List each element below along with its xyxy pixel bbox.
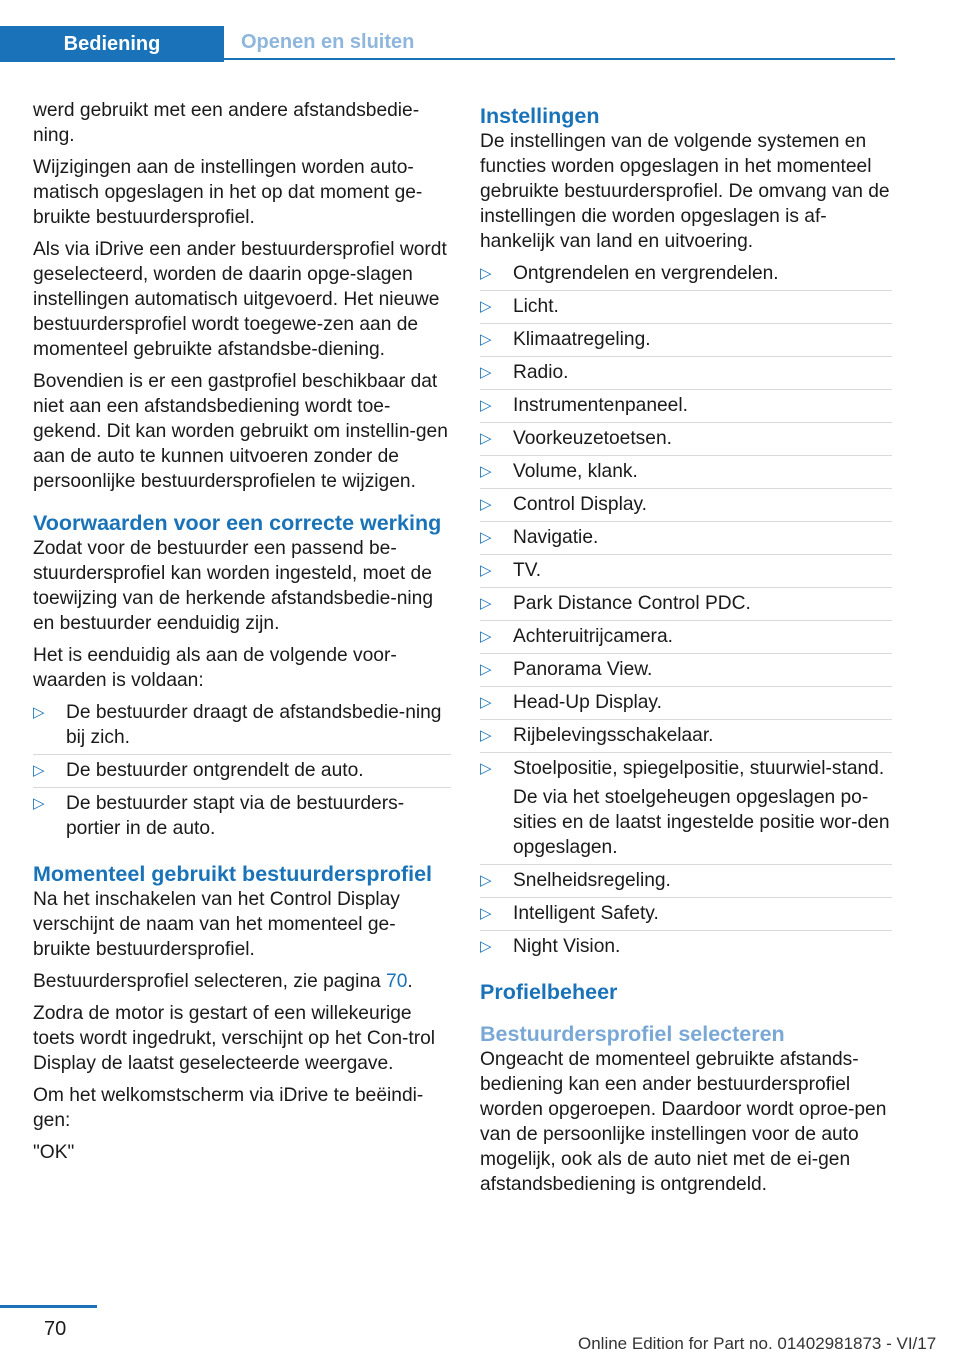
list-item — [480, 525, 892, 555]
list-item — [33, 700, 451, 755]
paragraph: werd gebruikt met een andere afstandsbedie-ning. — [33, 100, 420, 146]
tab-bediening[interactable]: Bediening — [0, 26, 224, 62]
paragraph: De instellingen van de volgende systemen en functies worden opgeslagen in het momenteel gebruikte bestuurdersprofiel. De omvang van de instellingen die worden opgeslagen is af-hankelijk van land en uitvoering. — [480, 131, 890, 252]
right-column — [480, 98, 892, 1204]
list-item — [480, 723, 892, 753]
list-item — [480, 657, 892, 687]
triangle-bullet-icon: ▷ — [480, 364, 492, 381]
triangle-bullet-icon: ▷ — [33, 704, 45, 721]
paragraph: Wijzigingen aan de instellingen worden auto-matisch opgeslagen in het op dat moment ge-bruikte bestuurdersprofiel. — [33, 157, 423, 228]
list-item-text: Park Distance Control PDC. — [513, 593, 751, 614]
heading-settings: Instellingen — [480, 104, 600, 128]
paragraph: Bovendien is er een gastprofiel beschikbaar dat niet aan een afstandsbediening wordt toe-gekend. Dit kan worden gebruikt om instellin-gen aan de auto te kunnen uitvoeren zonder de persoonlijke bestuurdersprofielen te wijzigen. — [33, 371, 448, 492]
list-item-text: Instrumentenpaneel. — [513, 395, 688, 416]
triangle-bullet-icon: ▷ — [480, 463, 492, 480]
left-column — [33, 98, 451, 1172]
list-item — [480, 360, 892, 390]
triangle-bullet-icon: ▷ — [33, 795, 45, 812]
paragraph: Ongeacht de momenteel gebruikte afstands-bediening kan een ander bestuurdersprofiel worden opgeroepen. Daardoor wordt oproe-pen van de persoonlijke instellingen voor de auto mogelijk, ook als de auto niet met de ei-gen afstandsbediening is ontgrendeld. — [480, 1049, 887, 1195]
triangle-bullet-icon: ▷ — [480, 595, 492, 612]
triangle-bullet-icon: ▷ — [480, 529, 492, 546]
conditions-list — [33, 700, 451, 845]
list-item-text: Rijbelevingsschakelaar. — [513, 725, 714, 746]
triangle-bullet-icon: ▷ — [480, 694, 492, 711]
list-item-text: Intelligent Safety. — [513, 903, 659, 924]
triangle-bullet-icon: ▷ — [480, 265, 492, 282]
list-item-text: Control Display. — [513, 494, 648, 515]
tab-openen-en-sluiten[interactable]: Openen en sluiten — [224, 26, 895, 60]
triangle-bullet-icon: ▷ — [480, 938, 492, 955]
list-item-text: Navigatie. — [513, 527, 599, 548]
triangle-bullet-icon: ▷ — [480, 628, 492, 645]
list-item — [480, 591, 892, 621]
paragraph-text: Bestuurdersprofiel selecteren, zie pagina — [33, 971, 387, 992]
list-item — [480, 690, 892, 720]
paragraph: "OK" — [33, 1142, 75, 1163]
list-item — [480, 261, 892, 291]
paragraph: Als via iDrive een ander bestuurdersprofiel wordt geselecteerd, worden de daarin opge-slagen instellingen automatisch uitgevoerd. Het nieuwe bestuurdersprofiel wordt toegewe-zen aan de momenteel gebruikte afstandsbe-diening. — [33, 239, 447, 360]
list-item — [480, 426, 892, 456]
list-item-text: Ontgrendelen en vergrendelen. — [513, 263, 779, 284]
triangle-bullet-icon: ▷ — [480, 397, 492, 414]
list-item — [480, 294, 892, 324]
paragraph: Zodra de motor is gestart of een willekeurige toets wordt ingedrukt, verschijnt op het Con-trol Display de laatst geselecteerde weergave. — [33, 1003, 436, 1074]
triangle-bullet-icon: ▷ — [480, 430, 492, 447]
list-item-text: De bestuurder ontgrendelt de auto. — [66, 760, 364, 781]
settings-list — [480, 261, 892, 963]
list-item-text: Night Vision. — [513, 936, 621, 957]
paragraph — [33, 969, 451, 994]
list-item-text: Head-Up Display. — [513, 692, 662, 713]
list-item-text: Volume, klank. — [513, 461, 638, 482]
paragraph: Om het welkomstscherm via iDrive te beëindi-gen: — [33, 1085, 424, 1131]
list-item-text: Stoelpositie, spiegelpositie, stuurwiel-stand. — [513, 758, 885, 779]
list-item — [480, 901, 892, 931]
triangle-bullet-icon: ▷ — [480, 727, 492, 744]
list-item — [480, 558, 892, 588]
triangle-bullet-icon: ▷ — [480, 905, 492, 922]
heading-conditions: Voorwaarden voor een correcte werking — [33, 511, 442, 535]
paragraph: Het is eenduidig als aan de volgende voor-waarden is voldaan: — [33, 645, 397, 691]
list-item — [33, 791, 451, 845]
list-item-subtext: De via het stoelgeheugen opgeslagen po-sities en de laatst ingestelde positie wor-den opgeslagen. — [513, 787, 890, 858]
heading-profile-management: Profielbeheer — [480, 980, 618, 1004]
paragraph: Na het inschakelen van het Control Display verschijnt de naam van het momenteel ge-bruikte bestuurdersprofiel. — [33, 889, 400, 960]
list-item-text: Panorama View. — [513, 659, 653, 680]
list-item-text: TV. — [513, 560, 542, 581]
triangle-bullet-icon: ▷ — [480, 760, 492, 777]
list-item — [480, 624, 892, 654]
list-item-text: Achteruitrijcamera. — [513, 626, 673, 647]
list-item — [480, 934, 892, 963]
list-item — [480, 868, 892, 898]
list-item — [480, 327, 892, 357]
list-item-text: De bestuurder draagt de afstandsbedie-ning bij zich. — [66, 702, 442, 748]
list-item — [33, 758, 451, 788]
footer-divider — [0, 1305, 97, 1308]
triangle-bullet-icon: ▷ — [480, 331, 492, 348]
triangle-bullet-icon: ▷ — [480, 496, 492, 513]
heading-select-profile: Bestuurdersprofiel selecteren — [480, 1022, 785, 1046]
page-link[interactable]: 70 — [386, 971, 408, 992]
paragraph: Zodat voor de bestuurder een passend be-stuurdersprofiel kan worden ingesteld, moet de toewijzing van de herkende afstandsbedie-ning en bestuurder eenduidig zijn. — [33, 538, 434, 634]
list-item-text: Licht. — [513, 296, 559, 317]
triangle-bullet-icon: ▷ — [480, 872, 492, 889]
triangle-bullet-icon: ▷ — [480, 562, 492, 579]
list-item-text: De bestuurder stapt via de bestuurders-portier in de auto. — [66, 793, 405, 839]
header-tabs — [0, 0, 895, 62]
list-item — [480, 492, 892, 522]
list-item-text: Klimaatregeling. — [513, 329, 651, 350]
list-item — [480, 756, 892, 865]
list-item — [480, 393, 892, 423]
paragraph-end: . — [407, 971, 413, 992]
triangle-bullet-icon: ▷ — [480, 298, 492, 315]
list-item — [480, 459, 892, 489]
list-item-text: Voorkeuzetoetsen. — [513, 428, 672, 449]
heading-current-profile: Momenteel gebruikt bestuurdersprofiel — [33, 862, 433, 886]
page-number: 70 — [44, 1318, 67, 1340]
list-item-text: Radio. — [513, 362, 569, 383]
footer-edition: Online Edition for Part no. 01402981873 - VI/17 — [578, 1334, 937, 1353]
list-item-text: Snelheidsregeling. — [513, 870, 671, 891]
triangle-bullet-icon: ▷ — [33, 762, 45, 779]
triangle-bullet-icon: ▷ — [480, 661, 492, 678]
